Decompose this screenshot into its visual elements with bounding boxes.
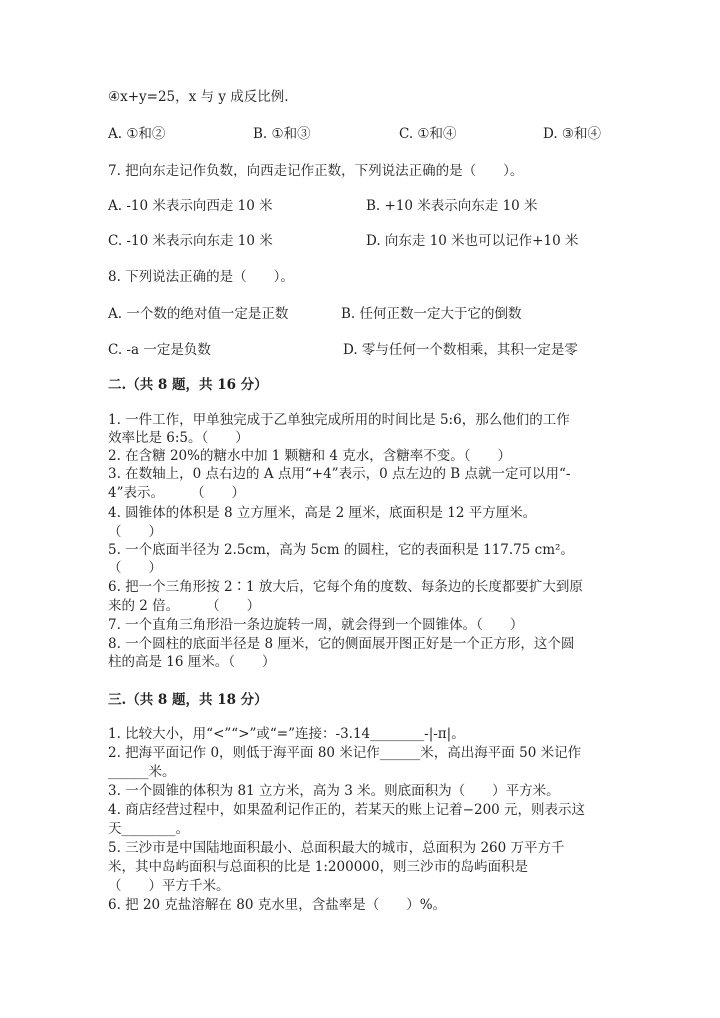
section-2-heading: 二.（共 8 题，共 16 分）	[108, 377, 268, 393]
s2-line: 4”表示。 （ ）	[108, 485, 245, 501]
s2-line: 效率比是 6:5。（ ）	[108, 430, 249, 446]
top-option-d: D. ③和④	[543, 126, 602, 142]
s3-line: 2. 把海平面记作 0，则低于海平面 80 米记作______米，高出海平面 50 米记作	[108, 745, 582, 761]
top-option-a: A. ①和②	[108, 126, 166, 142]
q8-option-c: C. -a 一定是负数	[108, 342, 211, 358]
top-option-b: B. ①和③	[253, 126, 311, 142]
s3-line: 米，其中岛屿面积与总面积的比是 1:200000，则三沙市的岛屿面积是	[108, 859, 528, 875]
q8-option-a: A. 一个数的绝对值一定是正数	[108, 306, 289, 322]
s2-line: 6. 把一个三角形按 2∶1 放大后，它每个角的度数、每条边的长度都要扩大到原	[108, 579, 583, 595]
q8-option-b: B. 任何正数一定大于它的倒数	[341, 306, 522, 322]
q7-option-b: B. +10 米表示向东走 10 米	[366, 198, 538, 214]
s2-line: （ ）	[108, 524, 162, 540]
s3-line: 3. 一个圆锥的体积为 81 立方米，高为 3 米。则底面积为（ ）平方米。	[108, 783, 560, 799]
q7-stem: 7. 把向东走记作负数，向西走记作正数，下列说法正确的是（ ）。	[108, 163, 524, 179]
s3-line: 天________。	[108, 821, 189, 837]
q7-option-a: A. -10 米表示向西走 10 米	[108, 198, 273, 214]
s2-line: 5. 一个底面半径为 2.5cm，高为 5cm 的圆柱，它的表面积是 117.75 cm²。	[108, 542, 574, 558]
statement-4: ④x+y=25，x 与 y 成反比例.	[108, 89, 289, 105]
s2-line: 1. 一件工作，甲单独完成于乙单独完成所用的时间比是 5:6，那么他们的工作	[108, 412, 570, 428]
s2-line: 3. 在数轴上，0 点右边的 A 点用“+4”表示，0 点左边的 B 点就一定可以用“-	[108, 466, 571, 482]
s3-line: 6. 把 20 克盐溶解在 80 克水里，含盐率是（ ）%。	[108, 897, 447, 913]
s2-line: 柱的高是 16 厘米。（ ）	[108, 654, 276, 670]
s2-line: 来的 2 倍。 （ ）	[108, 598, 261, 614]
s2-line: 8. 一个圆柱的底面半径是 8 厘米，它的侧面展开图正好是一个正方形，这个圆	[108, 636, 575, 652]
s3-line: （ ）平方千米。	[108, 878, 230, 894]
s3-line: 4. 商店经营过程中，如果盈利记作正的，若某天的账上记着−200 元，则表示这	[108, 802, 586, 818]
q8-option-d: D. 零与任何一个数相乘，其积一定是零	[343, 342, 578, 358]
s2-line: 4. 圆锥体的体积是 8 立方厘米，高是 2 厘米，底面积是 12 平方厘米。	[108, 505, 537, 521]
q7-option-c: C. -10 米表示向东走 10 米	[108, 233, 273, 249]
s3-line: ______米。	[108, 764, 176, 780]
q8-stem: 8. 下列说法正确的是（ ）。	[108, 269, 294, 285]
s3-line: 1. 比较大小，用“<”“>”或“=”连接：-3.14________-|-π|。	[108, 726, 465, 742]
q7-option-d: D. 向东走 10 米也可以记作+10 米	[366, 233, 579, 249]
section-3-heading: 三.（共 8 题，共 18 分）	[108, 692, 268, 708]
s2-line: 7. 一个直角三角形沿一条边旋转一周，就会得到一个圆锥体。（ ）	[108, 617, 524, 633]
s3-line: 5. 三沙市是中国陆地面积最小、总面积最大的城市，总面积为 260 万平方千	[108, 840, 565, 856]
top-option-c: C. ①和④	[399, 126, 457, 142]
s2-line: 2. 在含糖 20%的糖水中加 1 颗糖和 4 克水，含糖率不变。（ ）	[108, 448, 512, 464]
s2-line: （ ）	[108, 560, 162, 576]
